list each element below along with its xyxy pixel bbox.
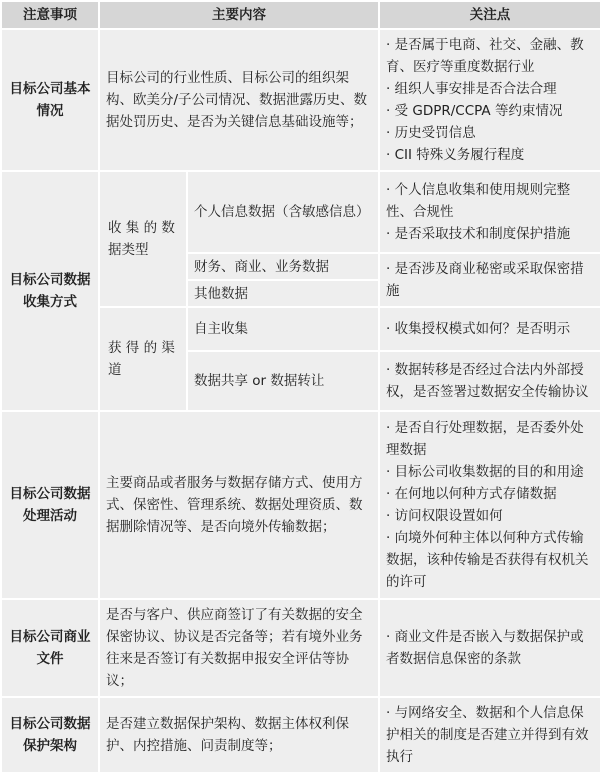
item-finance: 财务、商业、业务数据 [187, 253, 379, 280]
row-points [379, 29, 600, 171]
row-points [379, 697, 600, 773]
row-points [379, 171, 600, 253]
row-content: 是否建立数据保护架构、数据主体权利保护、内控措施、问责制度等； [99, 697, 379, 773]
row-protection-arch [1, 697, 600, 773]
group-data-type: 收 集 的 数 据类型 [99, 171, 187, 307]
point-item: · 商业文件是否嵌入与数据保护或者数据信息保密的条款 [386, 629, 584, 667]
point-item: · 个人信息收集和使用规则完整性、合规性 [386, 182, 571, 220]
row-points [379, 351, 600, 411]
point-item: · 是否涉及商业秘密或采取保密措施 [386, 261, 584, 299]
point-item: · 收集授权模式如何？是否明示 [386, 321, 571, 337]
row-processing [1, 411, 600, 599]
row-collection-personal [1, 171, 600, 253]
header-row [1, 1, 600, 29]
row-points [379, 253, 600, 307]
point-item: · 数据转移是否经过合法内外部授权，是否签署过数据安全传输协议 [386, 362, 589, 400]
item-self: 自主收集 [187, 307, 379, 351]
point-item: · CII 特殊义务履行程度 [386, 147, 525, 163]
row-content: 是否与客户、供应商签订了有关数据的安全保密协议、协议是否完备等；若有境外业务往来是否签订有关数据申报安全评估等协议； [99, 599, 379, 697]
row-points [379, 599, 600, 697]
point-item: · 组织人事安排是否合法合理 [386, 81, 557, 97]
item-share: 数据共享 or 数据转让 [187, 351, 379, 411]
row-basic-info [1, 29, 600, 171]
header-focus: 关注点 [379, 1, 600, 29]
group-channel: 获 得 的 渠 道 [99, 307, 187, 411]
point-item: · 向境外何种主体以何种方式传输数据，该种传输是否获得有权机关的许可 [386, 530, 589, 590]
point-item: · 受 GDPR/CCPA 等约束情况 [386, 103, 563, 119]
row-content: 主要商品或者服务与数据存储方式、使用方式、保密性、管理系统、数据处理资质、数据删除情况等、是否向境外传输数据； [99, 411, 379, 599]
row-content: 目标公司的行业性质、目标公司的组织架构、欧美分/子公司情况、数据泄露历史、数据处罚历史、是否为关键信息基础设施等； [99, 29, 379, 171]
row-label: 目标公司数据处理活动 [1, 411, 99, 599]
point-item: · 与网络安全、数据和个人信息保护相关的制度是否建立并得到有效执行 [386, 705, 589, 765]
point-item: · 在何地以何种方式存储数据 [386, 486, 557, 502]
row-label: 目标公司数据收集方式 [1, 171, 99, 411]
point-item: · 是否采取技术和制度保护措施 [386, 226, 571, 242]
row-label: 目标公司数据保护架构 [1, 697, 99, 773]
item-other: 其他数据 [187, 280, 379, 307]
point-item: · 是否自行处理数据，是否委外处理数据 [386, 420, 584, 458]
row-label: 目标公司商业文件 [1, 599, 99, 697]
point-item: · 是否属于电商、社交、金融、教育、医疗等重度数据行业 [386, 37, 584, 75]
row-points [379, 307, 600, 351]
point-item: · 目标公司收集数据的目的和用途 [386, 464, 584, 480]
point-item: · 访问权限设置如何 [386, 508, 503, 524]
item-personal: 个人信息数据（含敏感信息） [187, 171, 379, 253]
point-item: · 历史受罚信息 [386, 125, 476, 141]
row-label: 目标公司基本情况 [1, 29, 99, 171]
row-points [379, 411, 600, 599]
header-notes: 注意事项 [1, 1, 99, 29]
row-business-docs [1, 599, 600, 697]
header-content: 主要内容 [99, 1, 379, 29]
